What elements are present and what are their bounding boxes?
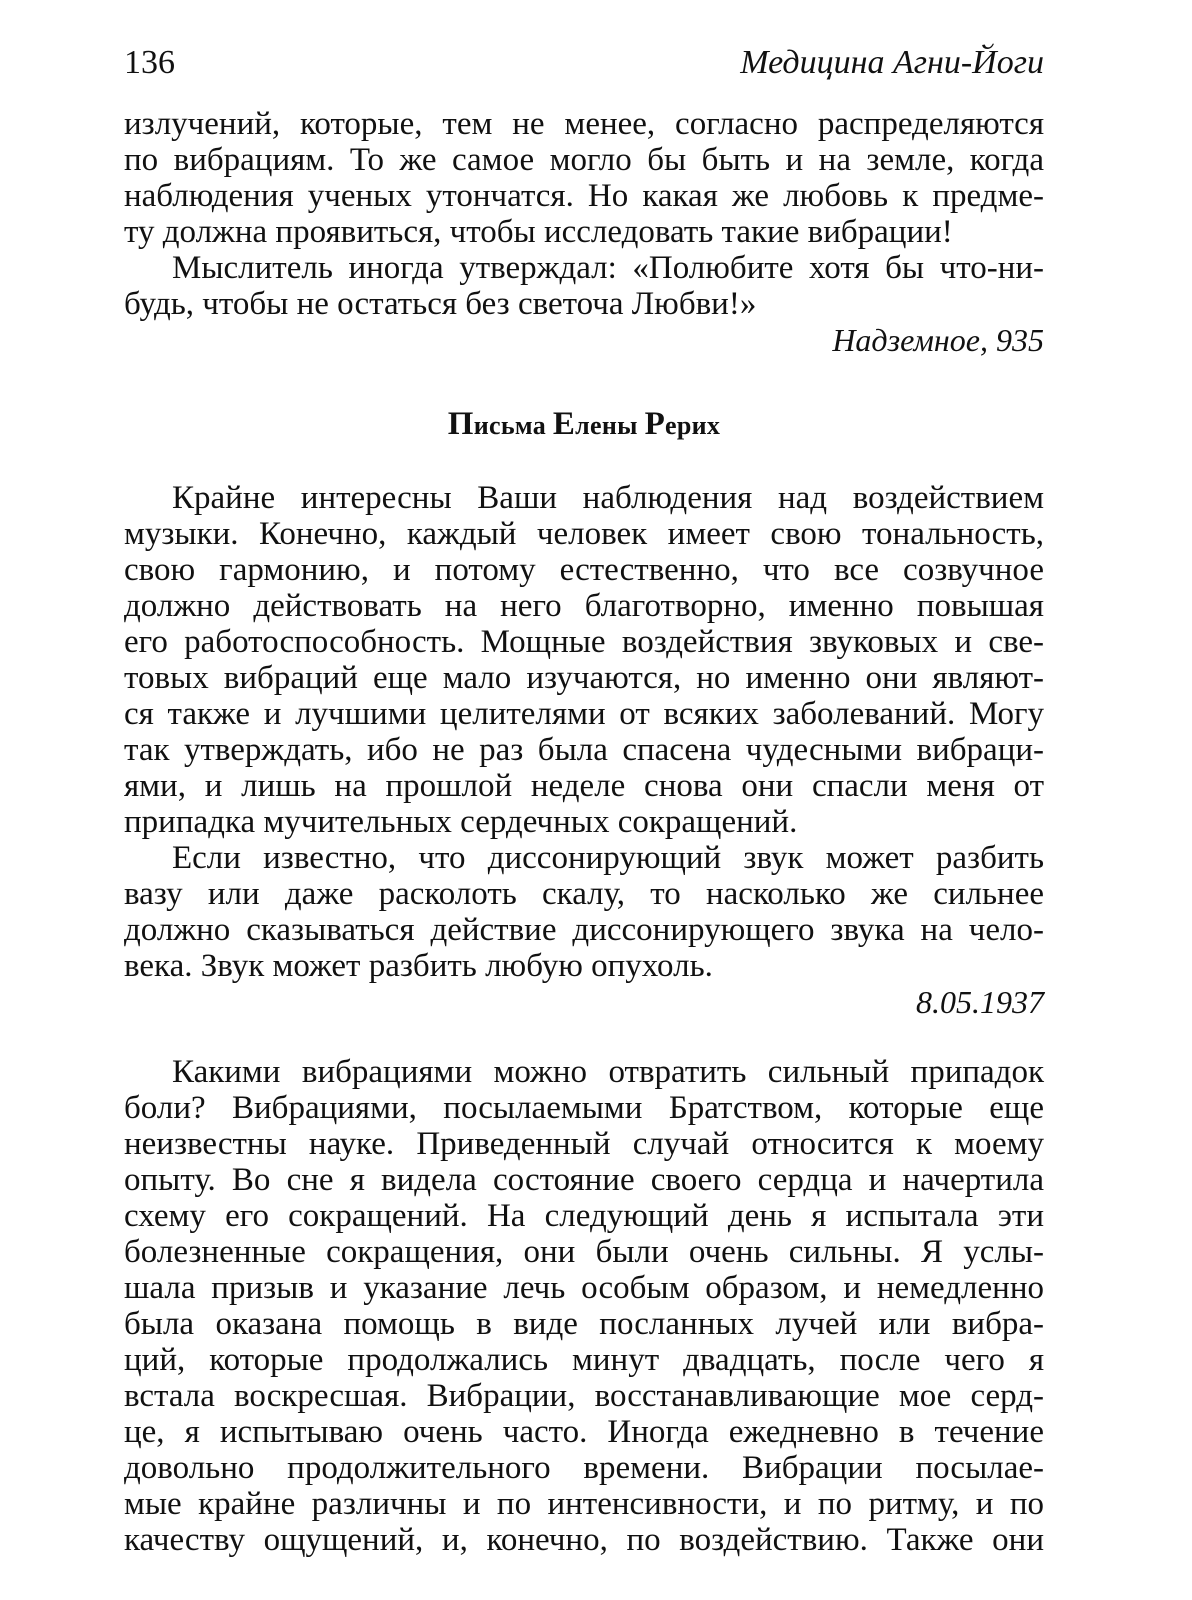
text-line: музыки. Конечно, каждый человек имеет свою тональность, bbox=[124, 516, 1044, 552]
text-line: Если известно, что диссонирующий звук может разбить bbox=[172, 840, 1044, 876]
text-line: боли? Вибрациями, посылаемыми Братством, которые еще bbox=[124, 1090, 1044, 1126]
text-line: опыту. Во сне я видела состояние своего сердца и начертила bbox=[124, 1162, 1044, 1198]
text-line: по вибрациям. То же самое могло бы быть и на земле, когда bbox=[124, 142, 1044, 178]
text-line: ту должна проявиться, чтобы исследовать такие вибрации! bbox=[124, 214, 953, 250]
text-line: свою гармонию, и потому естественно, что все созвучное bbox=[124, 552, 1044, 588]
letter-1 bbox=[124, 480, 1044, 1020]
quote-block bbox=[124, 106, 1044, 358]
paragraph-thinker bbox=[124, 250, 1044, 322]
text-line: схему его сокращений. На следующий день я испытала эти bbox=[124, 1198, 1044, 1234]
text-line: ями, и лишь на прошлой неделе снова они спасли меня от bbox=[124, 768, 1044, 804]
text-line: так утверждать, ибо не раз была спасена чудесными вибраци- bbox=[124, 732, 1044, 768]
text-line: це, я испытываю очень часто. Иногда ежедневно в течение bbox=[124, 1414, 1044, 1450]
running-header bbox=[124, 38, 1044, 88]
text-line: ций, которые продолжались минут двадцать, после чего я bbox=[124, 1342, 1044, 1378]
text-line: качеству ощущений, и, конечно, по воздействию. Также они bbox=[124, 1522, 1044, 1558]
source-citation: Надземное, 935 bbox=[832, 322, 1044, 358]
text-line: была оказана помощь в виде посланных лучей или вибра- bbox=[124, 1306, 1044, 1342]
letter-2 bbox=[124, 1054, 1044, 1558]
book-page bbox=[124, 38, 1044, 1568]
text-line: Крайне интересны Ваши наблюдения над воздействием bbox=[172, 480, 1044, 516]
text-line: наблюдения ученых утончатся. Но какая же любовь к предме- bbox=[124, 178, 1044, 214]
paragraph bbox=[124, 480, 1044, 840]
text-line: болезненные сокращения, они были очень сильны. Я услы- bbox=[124, 1234, 1044, 1270]
paragraph bbox=[124, 840, 1044, 984]
text-line: мые крайне различны и по интенсивности, и по ритму, и по bbox=[124, 1486, 1044, 1522]
text-line: его работоспособность. Мощные воздействия звуковых и све- bbox=[124, 624, 1044, 660]
text-line: должно сказываться действие диссонирующего звука на чело- bbox=[124, 912, 1044, 948]
text-line: излучений, которые, тем не менее, согласно распределяются bbox=[124, 106, 1044, 142]
text-line: Какими вибрациями можно отвратить сильный припадок bbox=[172, 1054, 1044, 1090]
text-line: вазу или даже расколоть скалу, то насколько же сильнее bbox=[124, 876, 1044, 912]
running-title: Медицина Агни-Йоги bbox=[740, 44, 1044, 81]
text-line: будь, чтобы не остаться без светоча Любви!» bbox=[124, 286, 757, 322]
text-line: довольно продолжительного времени. Вибрации посылае- bbox=[124, 1450, 1044, 1486]
text-line: Мыслитель иногда утверждал: «Полюбите хотя бы что-ни- bbox=[172, 250, 1044, 286]
section-heading: Письма Елены Рерих bbox=[447, 406, 721, 442]
text-line: должно действовать на него благотворно, именно повышая bbox=[124, 588, 1044, 624]
page-number: 136 bbox=[124, 44, 175, 81]
text-line: века. Звук может разбить любую опухоль. bbox=[124, 948, 713, 984]
text-line: ся также и лучшими целителями от всяких заболеваний. Могу bbox=[124, 696, 1044, 732]
paragraph-continuation bbox=[124, 106, 1044, 250]
text-line: шала призыв и указание лечь особым образом, и немедленно bbox=[124, 1270, 1044, 1306]
text-line: припадка мучительных сердечных сокращений. bbox=[124, 804, 798, 840]
letter-date: 8.05.1937 bbox=[916, 984, 1044, 1020]
text-line: товых вибраций еще мало изучаются, но именно они являют- bbox=[124, 660, 1044, 696]
text-line: неизвестны науке. Приведенный случай относится к моему bbox=[124, 1126, 1044, 1162]
paragraph bbox=[124, 1054, 1044, 1558]
text-line: встала воскресшая. Вибрации, восстанавливающие мое серд- bbox=[124, 1378, 1044, 1414]
